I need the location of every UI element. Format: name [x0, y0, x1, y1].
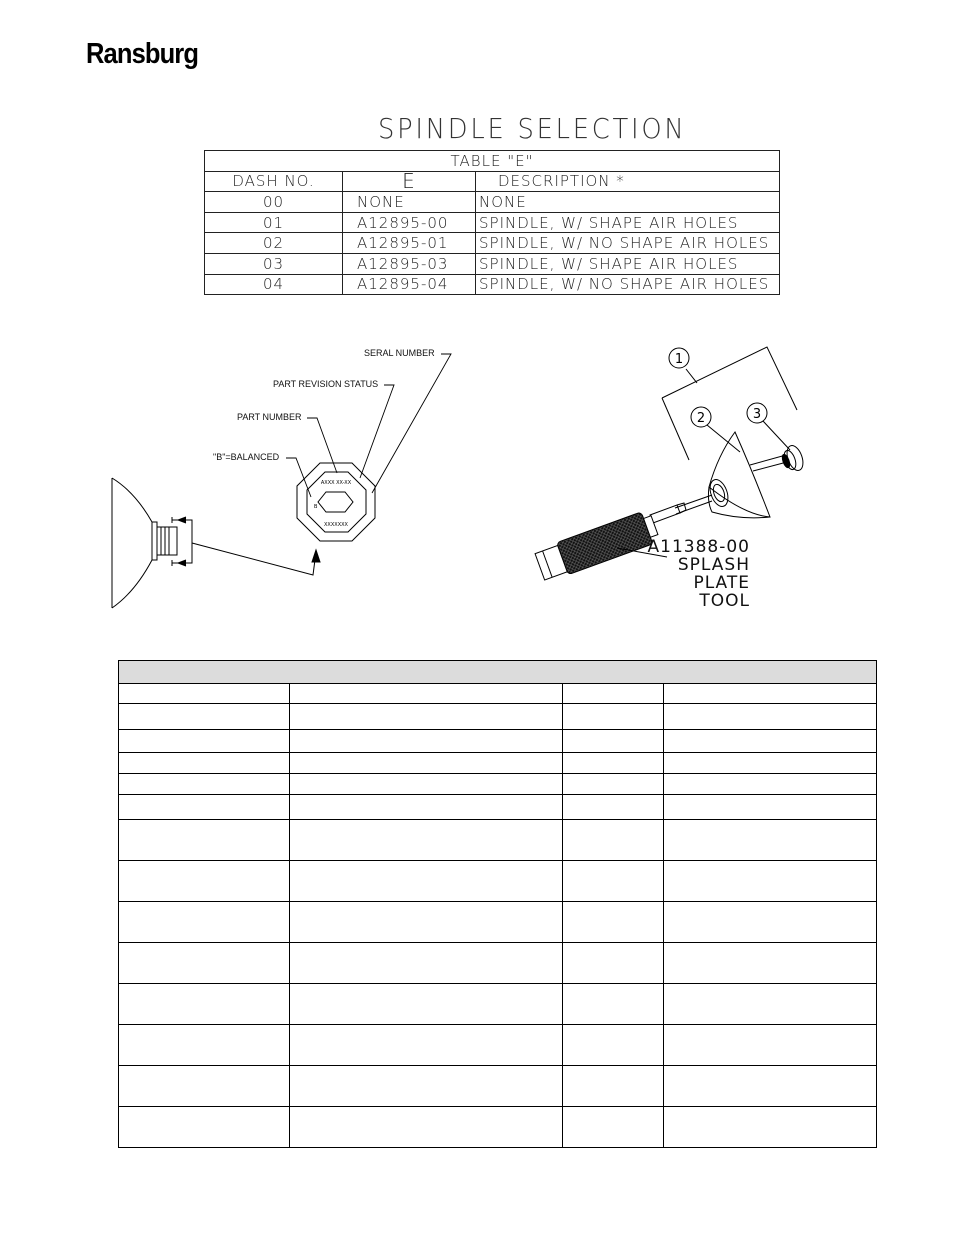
callout-part-revision-status: PART REVISION STATUS — [273, 379, 379, 389]
callout-serial-number: SERAL NUMBER — [364, 348, 435, 358]
description-cell: SPINDLE, W/ NO SHAPE AIR HOLES — [476, 274, 780, 295]
table-title: TABLE "E" — [205, 151, 780, 172]
table-row — [119, 861, 877, 902]
dash-no-cell: 03 — [205, 253, 343, 274]
bell-cup-side-view — [112, 478, 320, 608]
table-row — [119, 730, 877, 753]
svg-text:XXXXXXX: XXXXXXX — [324, 522, 348, 528]
svg-text:B: B — [314, 504, 318, 510]
octagon-nut-end-view — [297, 463, 375, 541]
description-cell: SPINDLE, W/ SHAPE AIR HOLES — [476, 253, 780, 274]
header-cell — [119, 661, 877, 684]
part-number-cell: A12895-01 — [343, 233, 476, 254]
table-row — [119, 902, 877, 943]
dash-no-cell: 02 — [205, 233, 343, 254]
tool-label-line-3: PLATE — [693, 573, 750, 593]
tool-label-line-2: SPLASH — [677, 555, 750, 575]
table-row — [119, 774, 877, 795]
callout-balanced: "B"=BALANCED — [213, 452, 280, 462]
callout-leaders — [286, 354, 451, 497]
dash-no-cell: 00 — [205, 192, 343, 213]
callout-part-number: PART NUMBER — [237, 412, 302, 422]
spindle-selection-title: SPINDLE SELECTION — [378, 112, 687, 145]
table-row — [119, 704, 877, 730]
table-row — [119, 820, 877, 861]
header-e: E — [343, 171, 476, 192]
dash-no-cell: 01 — [205, 212, 343, 233]
table-row — [119, 943, 877, 984]
table-row — [119, 984, 877, 1025]
parts-table-header — [119, 661, 877, 684]
splash-plate-tool-label — [640, 538, 750, 610]
part-number-cell: A12895-00 — [343, 212, 476, 233]
balloon-3-label: 3 — [752, 407, 762, 422]
description-cell: NONE — [476, 192, 780, 213]
dash-no-cell: 04 — [205, 274, 343, 295]
svg-text:AXXX XX-XX: AXXX XX-XX — [320, 480, 352, 486]
header-description: DESCRIPTION * — [476, 171, 780, 192]
parts-list-table — [118, 660, 877, 1148]
table-row — [119, 1107, 877, 1148]
ransburg-logo: Ransburg — [86, 38, 199, 70]
balloon-2-label: 2 — [696, 411, 706, 426]
tool-part-number: A11388-00 — [647, 537, 750, 557]
table-row — [119, 684, 877, 704]
part-number-cell: A12895-03 — [343, 253, 476, 274]
balloon-1-label: 1 — [674, 352, 684, 367]
table-row — [119, 1025, 877, 1066]
header-dash-no: DASH NO. — [205, 171, 343, 192]
table-row — [119, 1066, 877, 1107]
table-row — [119, 795, 877, 820]
description-cell: SPINDLE, W/ SHAPE AIR HOLES — [476, 212, 780, 233]
description-cell: SPINDLE, W/ NO SHAPE AIR HOLES — [476, 233, 780, 254]
tool-label-line-4: TOOL — [699, 591, 750, 611]
table-row — [119, 753, 877, 774]
part-number-cell: A12895-04 — [343, 274, 476, 295]
part-number-cell: NONE — [343, 192, 476, 213]
